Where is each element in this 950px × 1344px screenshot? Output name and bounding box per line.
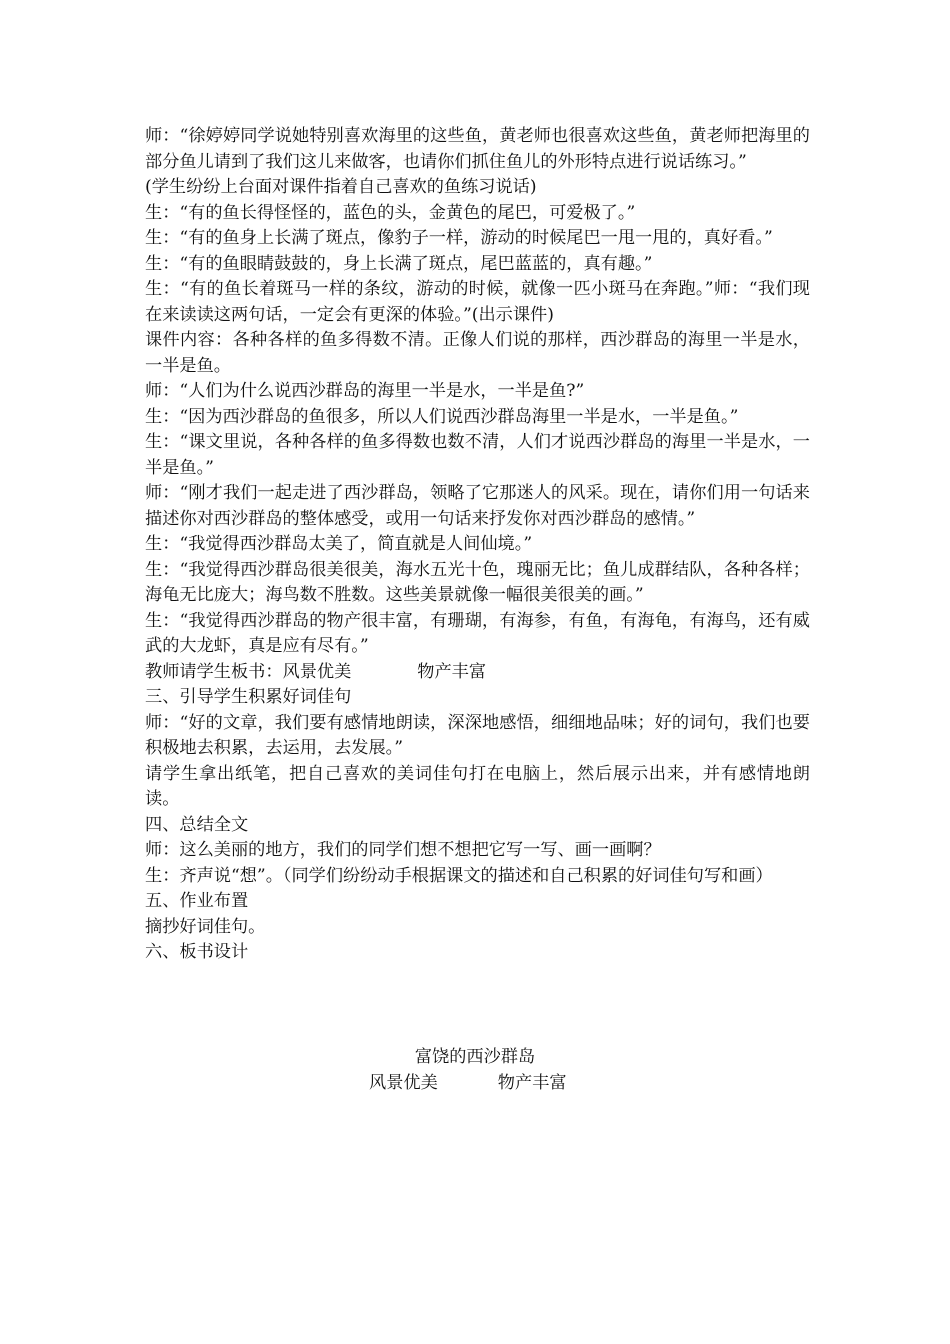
paragraph: 请学生拿出纸笔，把自己喜欢的美词佳句打在电脑上，然后展示出来，并有感情地朗读。: [145, 763, 810, 809]
paragraph: 摘抄好词佳句。: [145, 916, 266, 937]
paragraph: 课件内容：各种各样的鱼多得数不清。正像人们说的那样，西沙群岛的海里一半是水，一半是鱼。: [145, 330, 810, 376]
document-body: [145, 124, 810, 966]
paragraph: 生：“有的鱼长着斑马一样的条纹，游动的时候，就像一匹小斑马在奔跑。”师：“我们现在来读读这两句话，一定会有更深的体验。”(出示课件): [145, 279, 810, 325]
paragraph: 生：“有的鱼身上长满了斑点，像豹子一样，游动的时候尾巴一甩一甩的，真好看。”: [145, 228, 773, 248]
paragraph: 生：“我觉得西沙群岛的物产很丰富，有珊瑚，有海参，有鱼，有海龟，有海鸟，还有威武的大龙虾，真是应有尽有。”: [145, 610, 810, 656]
paragraph: 生：齐声说“想”。（同学们纷纷动手根据课文的描述和自己积累的好词佳句写和画）: [145, 865, 773, 886]
section-heading: 四、总结全文: [145, 814, 249, 835]
section-heading: 六、板书设计: [145, 942, 249, 962]
board-design-items: [369, 1071, 567, 1097]
section-heading: 三、引导学生积累好词佳句: [145, 687, 352, 707]
paragraph: 师：“徐婷婷同学说她特别喜欢海里的这些鱼，黄老师也很喜欢这些鱼，黄老师把海里的部分鱼儿请到了我们这儿来做客，也请你们抓住鱼儿的外形特点进行说话练习。”: [145, 126, 810, 172]
paragraph: (学生纷纷上台面对课件指着自己喜欢的鱼练习说话): [145, 177, 537, 197]
paragraph: 师：“好的文章，我们要有感情地朗读，深深地感悟，细细地品味；好的词句，我们也要积极地去积累，去运用，去发展。”: [145, 712, 810, 758]
blackboard-second: 物产丰富: [417, 661, 487, 682]
paragraph: 师：这么美丽的地方，我们的同学们想不想把它写一写、画一画啊？: [145, 840, 661, 860]
paragraph: 生：“因为西沙群岛的鱼很多，所以人们说西沙群岛海里一半是水，一半是鱼。”: [145, 406, 739, 427]
blackboard-line: [145, 660, 810, 686]
board-design-title: 富饶的西沙群岛: [414, 1047, 536, 1067]
blackboard-prefix: 教师请学生板书：风景优美: [145, 661, 352, 682]
paragraph: 生：“有的鱼眼睛鼓鼓的，身上长满了斑点，尾巴蓝蓝的，真有趣。”: [145, 253, 653, 274]
paragraph: 生：“我觉得西沙群岛太美了，简直就是人间仙境。”: [145, 534, 533, 554]
board-design-left: 风景优美: [369, 1073, 438, 1093]
board-design-right: 物产丰富: [497, 1073, 567, 1093]
paragraph: 生：“有的鱼长得怪怪的，蓝色的头，金黄色的尾巴，可爱极了。”: [145, 202, 636, 223]
paragraph: 生：“我觉得西沙群岛很美很美，海水五光十色，瑰丽无比；鱼儿成群结队，各种各样；海龟无比庞大；海鸟数不胜数。这些美景就像一幅很美很美的画。”: [145, 559, 810, 605]
section-heading: 五、作业布置: [145, 891, 249, 911]
paragraph: 生：“课文里说，各种各样的鱼多得数也数不清，人们才说西沙群岛的海里一半是水，一半是鱼。”: [145, 432, 810, 478]
paragraph: 师：“人们为什么说西沙群岛的海里一半是水，一半是鱼?”: [145, 381, 585, 401]
paragraph: 师：“刚才我们一起走进了西沙群岛，领略了它那迷人的风采。现在，请你们用一句话来描述你对西沙群岛的整体感受，或用一句话来抒发你对西沙群岛的感情。”: [145, 483, 810, 529]
